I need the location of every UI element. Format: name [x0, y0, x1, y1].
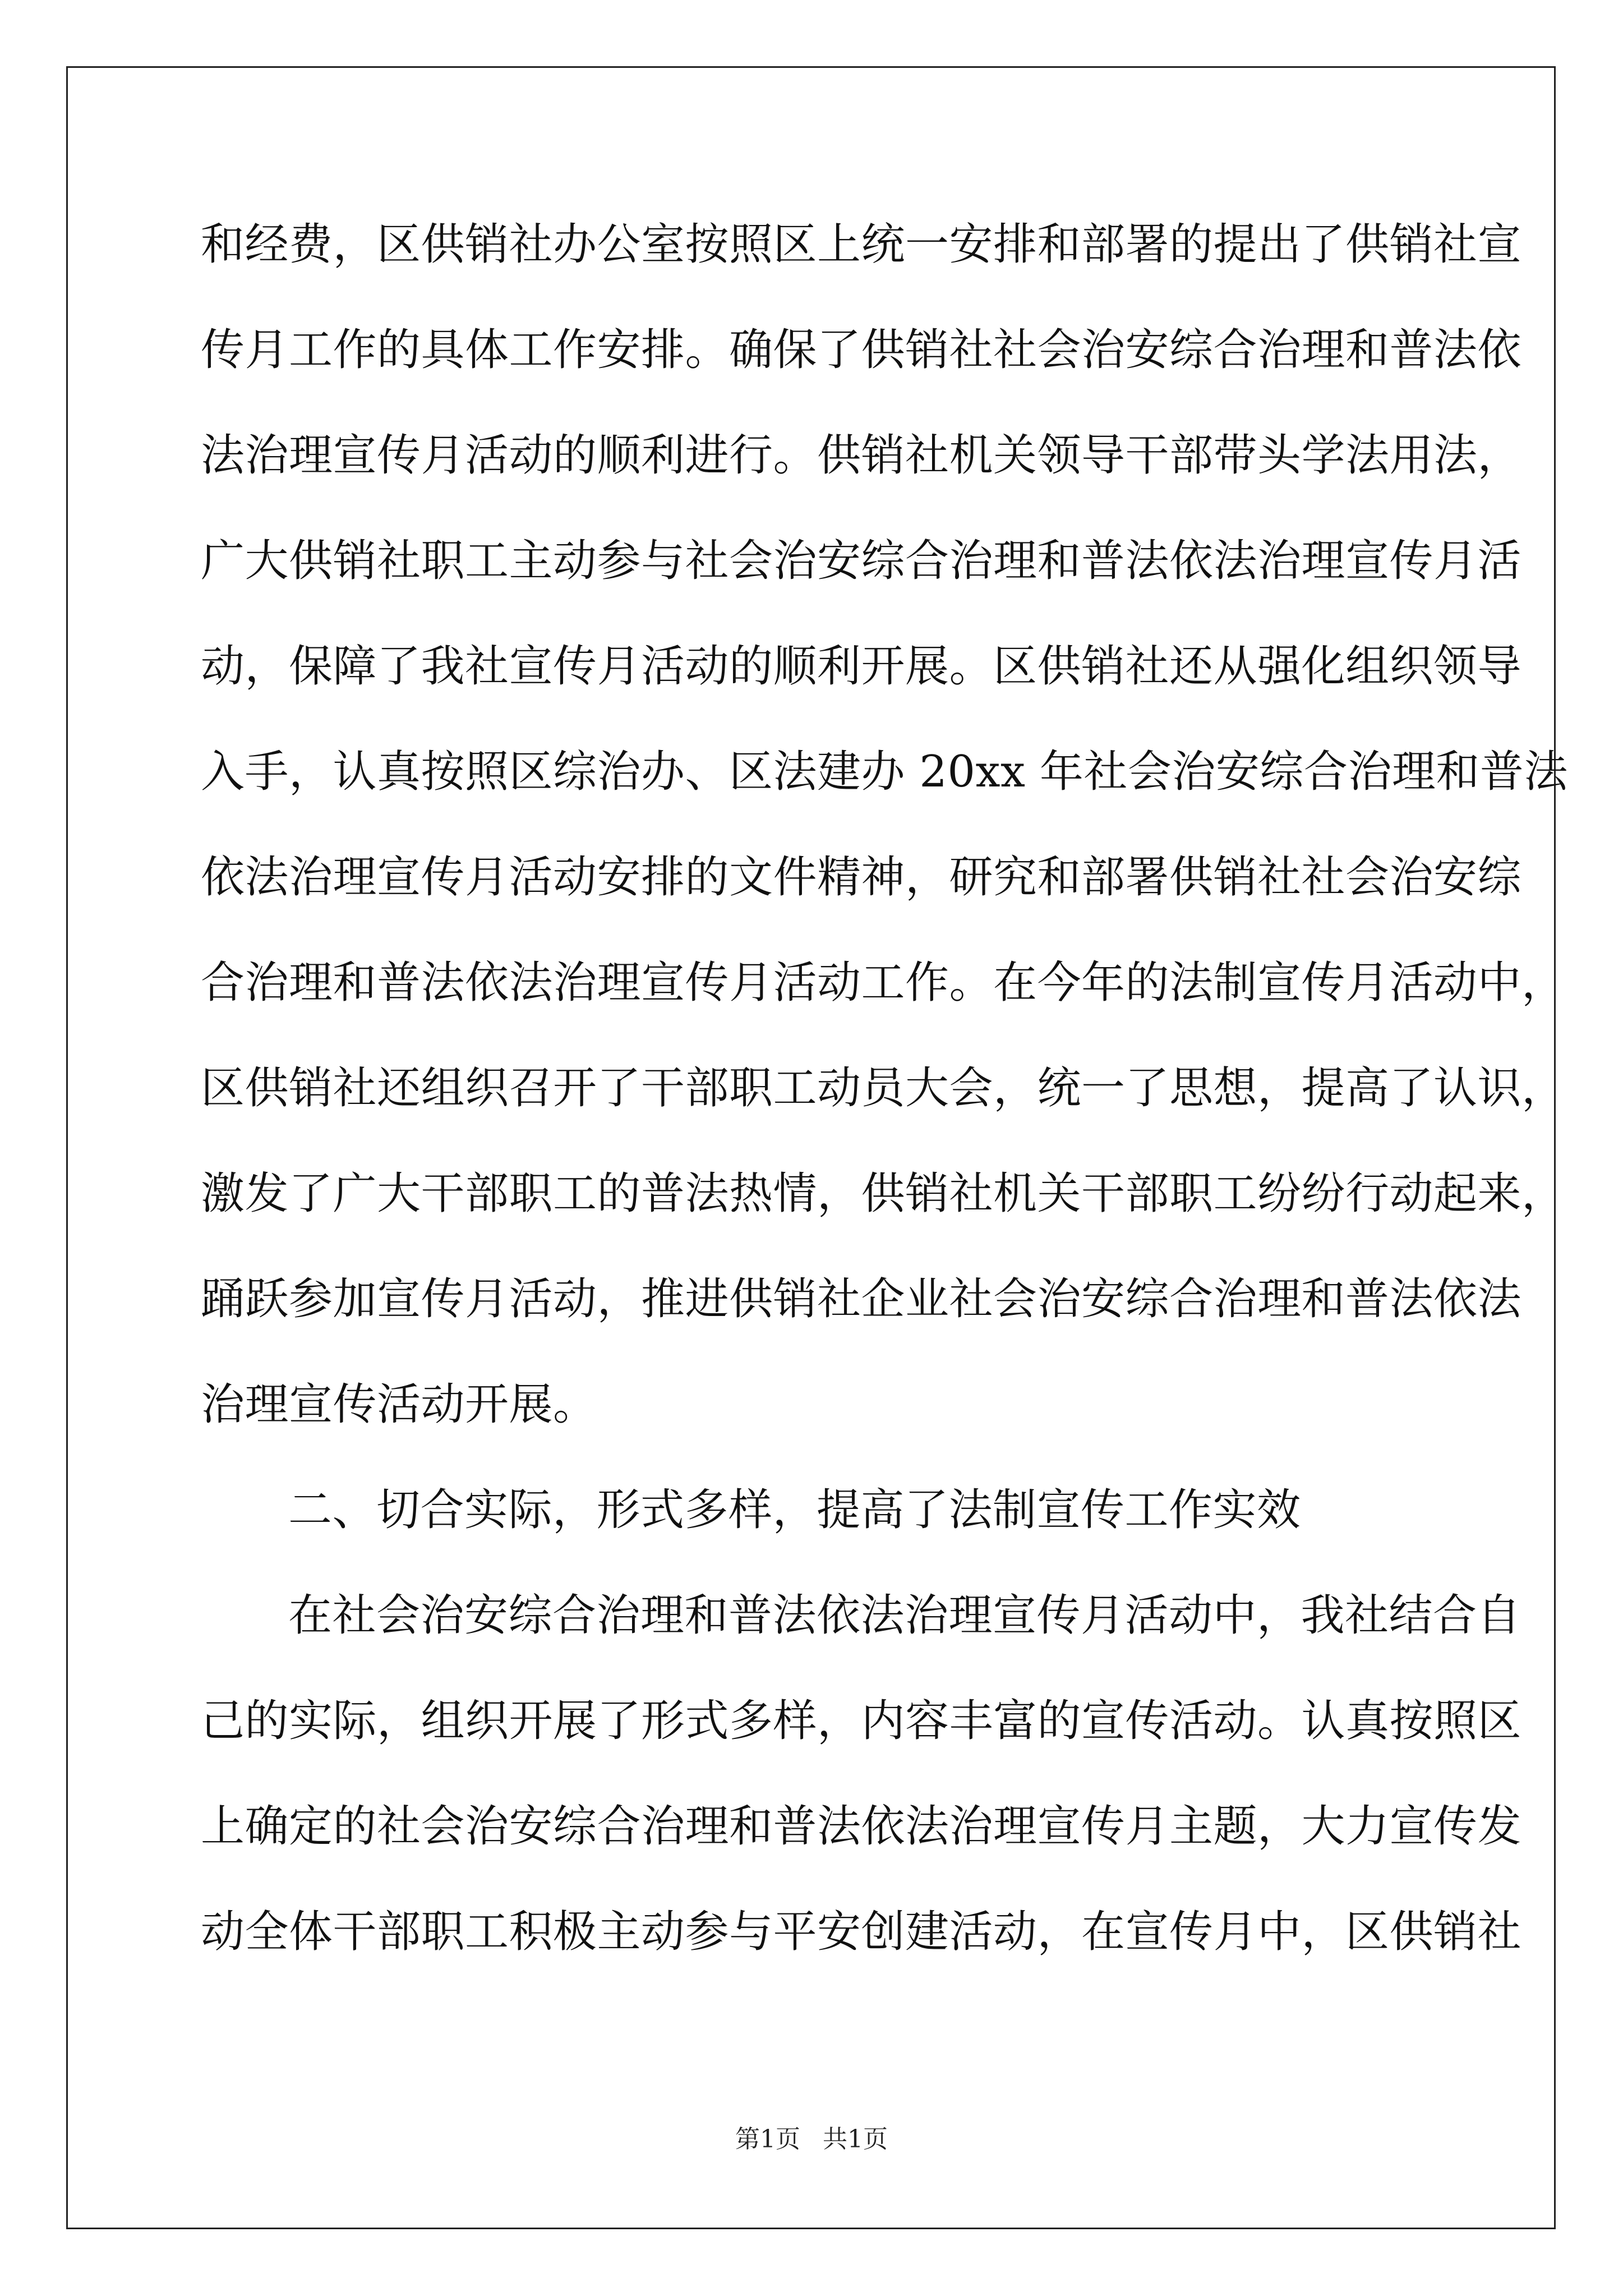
body-line-10: 激发了广大干部职工的普法热情，供销社机关干部职工纷纷行动起来，	[201, 1168, 1566, 1219]
section-heading: 二、切合实际，形式多样，提高了法制宣传工作实效	[288, 1485, 1301, 1535]
body-line-8: 合治理和普法依法治理宣传月活动工作。在今年的法制宣传月活动中，	[201, 958, 1566, 1008]
body-line-3: 法治理宣传月活动的顺利进行。供销社机关领导干部带头学法用法，	[201, 430, 1522, 481]
page-footer	[0, 2124, 1623, 2155]
document-body	[201, 218, 1568, 2010]
page-number-current: 第1页	[735, 2125, 800, 2154]
body-line-1: 和经费，区供销社办公室按照区上统一安排和部署的提出了供销社宣	[201, 219, 1522, 270]
body-line-6: 入手，认真按照区综治办、区法建办 20xx 年社会治安综合治理和普法	[201, 747, 1568, 797]
body-line-2: 传月工作的具体工作安排。确保了供销社社会治安综合治理和普法依	[201, 325, 1522, 375]
body-line-15: 己的实际，组织开展了形式多样，内容丰富的宣传活动。认真按照区	[201, 1696, 1522, 1746]
body-line-14: 在社会治安综合治理和普法依法治理宣传月活动中，我社结合自	[288, 1590, 1521, 1641]
page-number-total: 共1页	[823, 2125, 888, 2154]
body-line-12: 治理宣传活动开展。	[201, 1379, 597, 1430]
body-line-17: 动全体干部职工积极主动参与平安创建活动，在宣传月中，区供销社	[201, 1907, 1522, 1957]
body-line-4: 广大供销社职工主动参与社会治安综合治理和普法依法治理宣传月活	[201, 536, 1522, 586]
body-line-16: 上确定的社会治安综合治理和普法依法治理宣传月主题，大力宣传发	[201, 1801, 1522, 1852]
body-line-9: 区供销社还组织召开了干部职工动员大会，统一了思想，提高了认识，	[201, 1063, 1566, 1114]
body-line-11: 踊跃参加宣传月活动，推进供销社企业社会治安综合治理和普法依法	[201, 1274, 1522, 1324]
body-line-7: 依法治理宣传月活动安排的文件精神，研究和部署供销社社会治安综	[201, 852, 1522, 903]
body-line-5: 动，保障了我社宣传月活动的顺利开展。区供销社还从强化组织领导	[201, 641, 1522, 692]
